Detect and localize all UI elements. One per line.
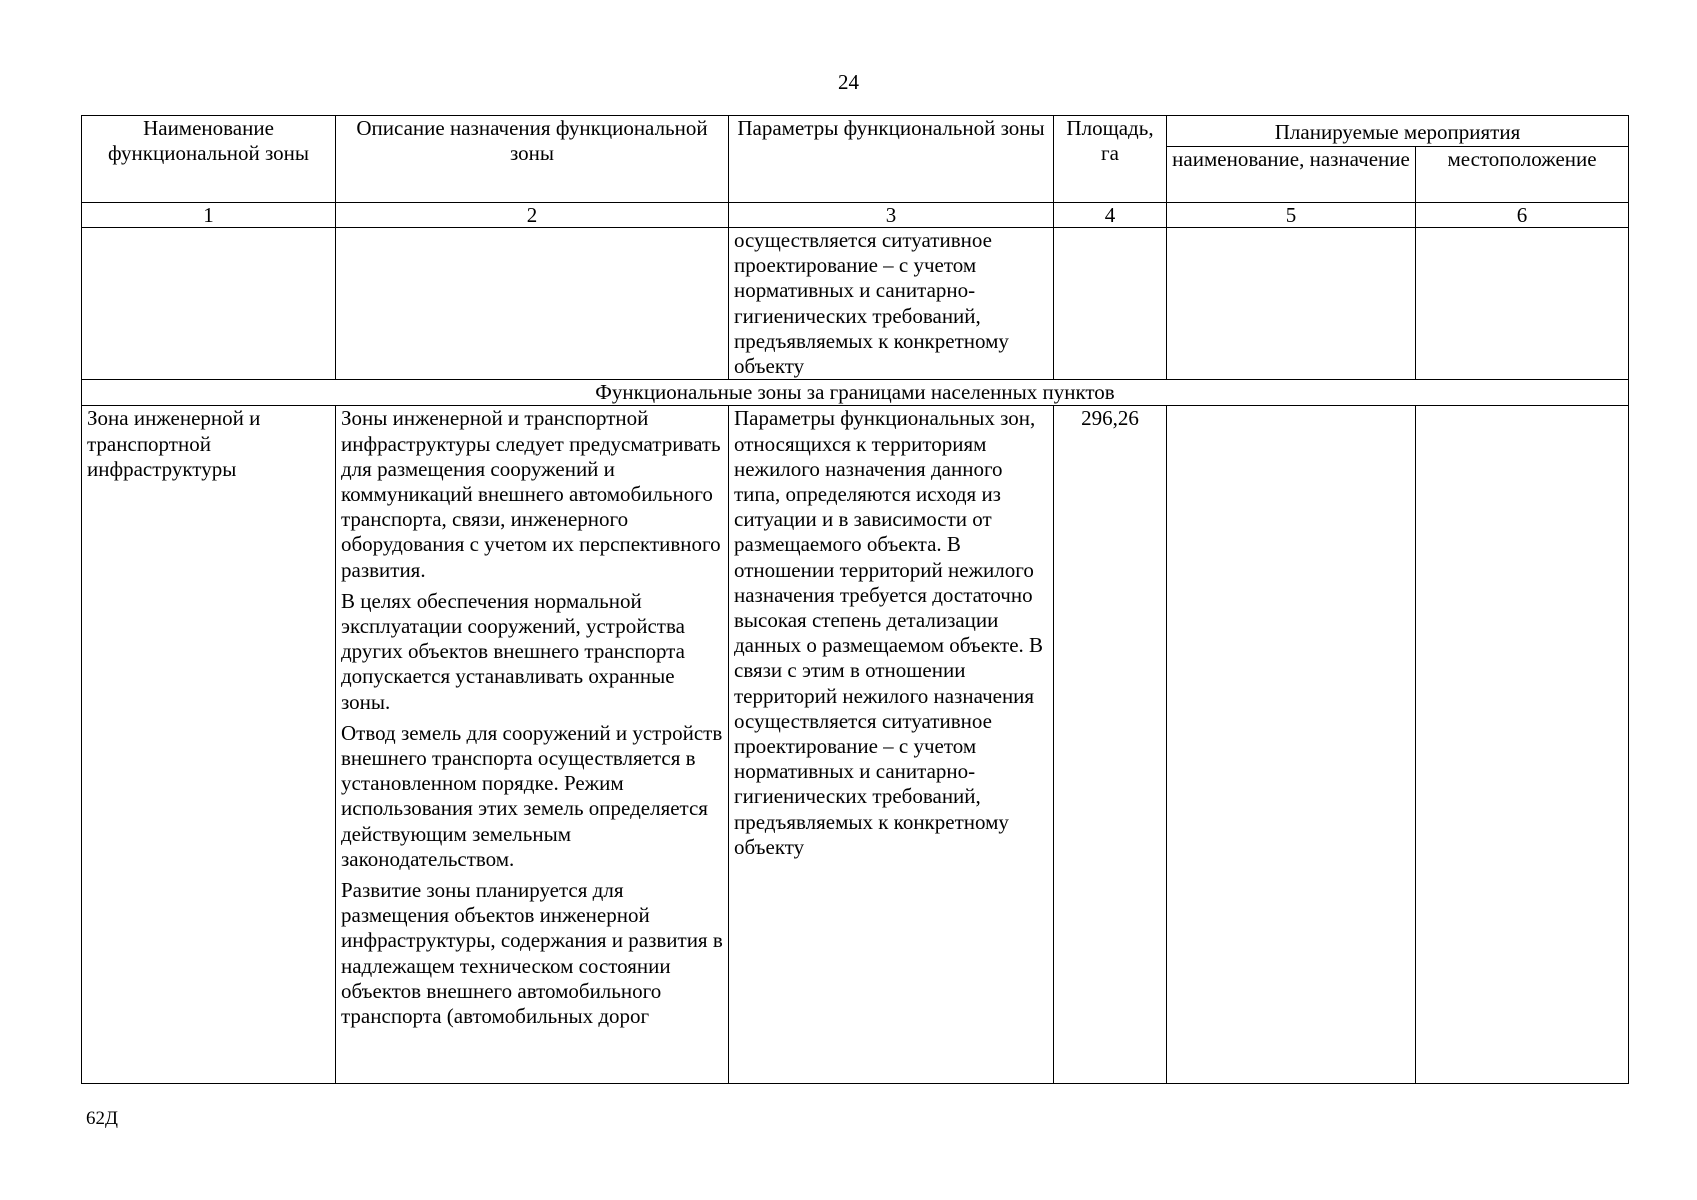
cell-empty bbox=[1054, 228, 1167, 380]
section-row bbox=[82, 380, 1629, 406]
description-paragraph: Зоны инженерной и транспортной инфраструктуры следует предусматривать для размещения сооружений и коммуникаций внешнего автомобильного транспорта, связи, инженерного оборудования с учетом их перспективного развития. bbox=[341, 406, 721, 582]
column-number: 2 bbox=[336, 203, 729, 228]
column-number: 1 bbox=[82, 203, 336, 228]
description-paragraph: В целях обеспечения нормальной эксплуатации сооружений, устройства других объектов внешнего транспорта допускается устанавливать охранные зоны. bbox=[341, 588, 685, 714]
continuation-row bbox=[82, 228, 1629, 380]
continued-parameters: осуществляется ситуативное проектирование – с учетом нормативных и санитарно-гигиенических требований, предъявляемых к конкретному объекту bbox=[729, 228, 1054, 380]
zone-description bbox=[336, 406, 729, 1084]
column-number: 6 bbox=[1416, 203, 1629, 228]
cell-empty bbox=[336, 228, 729, 380]
page-number: 24 bbox=[838, 70, 859, 94]
header-description: Описание назначения функциональной зоны bbox=[336, 116, 729, 203]
column-number: 4 bbox=[1054, 203, 1167, 228]
column-number: 5 bbox=[1167, 203, 1416, 228]
description-paragraph: Развитие зоны планируется для размещения объектов инженерной инфраструктуры, содержания и развития в надлежащем техническом состоянии объектов внешнего автомобильного транспорта (автомобильных дорог bbox=[341, 878, 723, 1029]
functional-zones-table bbox=[81, 115, 1629, 1084]
cell-empty bbox=[82, 228, 336, 380]
header-zone-name: Наименование функциональной зоны bbox=[82, 116, 336, 203]
zone-name: Зона инженерной и транспортной инфраструктуры bbox=[82, 406, 336, 1084]
header-planned-measures: Планируемые мероприятия bbox=[1167, 116, 1629, 147]
header-area: Площадь, га bbox=[1054, 116, 1167, 203]
cell-empty bbox=[1416, 228, 1629, 380]
column-number: 3 bbox=[729, 203, 1054, 228]
zone-parameters: Параметры функциональных зон, относящихся к территориям нежилого назначения данного типа, определяются исходя из ситуации и в зависимости от размещаемого объекта. В отношении территорий нежилого назначения требуется достаточно высокая степень детализации данных о размещаемом объекте. В связи с этим в отношении территорий нежилого назначения осуществляется ситуативное проектирование – с учетом нормативных и санитарно-гигиенических требований, предъявляемых к конкретному объекту bbox=[729, 406, 1054, 1084]
description-paragraph: Отвод земель для сооружений и устройств внешнего транспорта осуществляется в установленном порядке. Режим использования этих земель определяется действующим земельным законодательством. bbox=[341, 720, 723, 871]
planned-name bbox=[1167, 406, 1416, 1084]
header-planned-location: местоположение bbox=[1416, 147, 1629, 203]
section-title: Функциональные зоны за границами населенных пунктов bbox=[82, 380, 1629, 406]
header-parameters: Параметры функциональной зоны bbox=[729, 116, 1054, 203]
zone-area: 296,26 bbox=[1054, 406, 1167, 1084]
planned-location bbox=[1416, 406, 1629, 1084]
footer-code: 62Д bbox=[86, 1108, 118, 1129]
header-planned-name: наименование, назначение bbox=[1167, 147, 1416, 203]
cell-empty bbox=[1167, 228, 1416, 380]
table-row bbox=[82, 406, 1629, 1084]
header-row bbox=[82, 116, 1629, 147]
column-numbers-row bbox=[82, 203, 1629, 228]
